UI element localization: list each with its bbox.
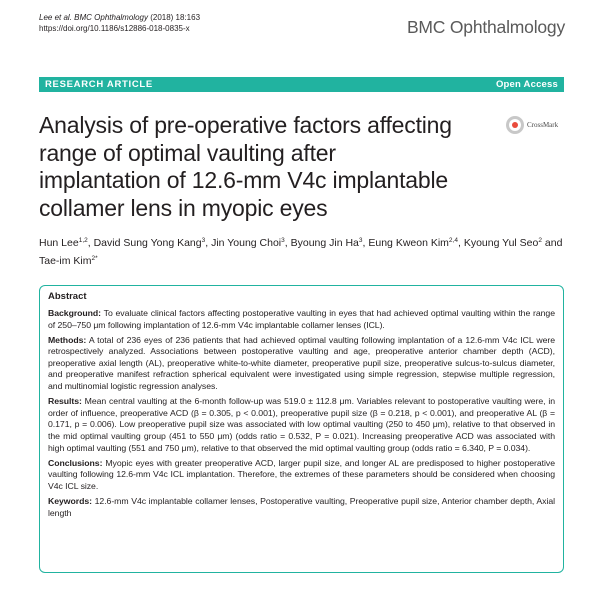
open-access-label: Open Access xyxy=(495,79,558,90)
title-line: implantation of 12.6-mm V4c implantable xyxy=(39,167,448,193)
author-separator: , xyxy=(87,237,94,249)
abstract-heading: Abstract xyxy=(48,291,87,302)
title-line: range of optimal vaulting after xyxy=(39,139,336,166)
author-name[interactable]: Eung Kweon Kim xyxy=(368,237,449,249)
author-name[interactable]: Tae-im Kim xyxy=(39,255,92,267)
section-label: Methods: xyxy=(48,334,87,345)
author-separator: , xyxy=(457,237,464,249)
journal-name: BMC Ophthalmology xyxy=(406,17,565,37)
abstract-box xyxy=(39,285,564,573)
author-affiliation: 3 xyxy=(201,237,206,244)
author-name[interactable]: Hun Lee xyxy=(39,237,79,249)
title-line: collamer lens in myopic eyes xyxy=(39,194,328,221)
author-name[interactable]: Kyoung Yul Seo xyxy=(463,237,539,249)
citation-authors: Lee et al. xyxy=(39,13,72,22)
section-text: To evaluate clinical factors affecting postoperative vaulting in eyes that had achieved optimal vaulting within the range of 250–750 μm following implantation of 12.6-mm V4c implantable collamer lenses (ICL). xyxy=(48,308,555,330)
section-label: Keywords: xyxy=(48,495,92,506)
article-banner xyxy=(39,77,564,92)
section-text: 12.6-mm V4c implantable collamer lenses, Postoperative vaulting, Preoperative pupil size, Anterior chamber depth, Axial length xyxy=(48,495,555,518)
abstract-background xyxy=(48,308,555,331)
author-name[interactable]: Jin Young Choi xyxy=(211,237,282,249)
abstract-conclusions xyxy=(48,458,555,493)
author-separator: , xyxy=(205,237,212,249)
author-affiliation: 3 xyxy=(358,237,363,244)
section-label: Conclusions: xyxy=(48,457,103,468)
section-label: Background: xyxy=(48,308,102,318)
section-text: Mean central vaulting at the 6-month follow-up was 519.0 ± 112.8 μm. Variables relevant to postoperative vaulting were, in order of influence, preoperative ACD (β = 0.305, p < 0.001), preoperative pupil size (β = 0.218, p < 0.001), and preoperative AL (β = 0.171, p = 0.006). Low preoperative pupil size was associated with low optimal vaulting (250 to 450 μm), relative to that observed in the mid optimal vaulting group (451 to 550 μm) (odds ratio = 0.532, P = 0.021). Increasing preoperative ACD was associated with high optimal vaulting (551 and 750 μm), relative to that observed the mid optimal vaulting group (odds ratio = 6.340, P = 0.034). xyxy=(48,396,555,453)
title-line: Analysis of pre-operative factors affecting xyxy=(39,112,452,138)
crossmark-button[interactable] xyxy=(506,116,558,134)
doi-link[interactable]: https://doi.org/10.1186/s12886-018-0835-x xyxy=(39,24,190,33)
author-affiliation: 3 xyxy=(281,237,285,244)
author-affiliation: 2,4 xyxy=(448,237,458,244)
citation-volume: (2018) 18:163 xyxy=(150,13,201,22)
author-list xyxy=(39,233,564,269)
abstract-methods xyxy=(48,335,555,393)
author-name[interactable]: David Sung Yong Kang xyxy=(93,237,202,249)
section-label: Results: xyxy=(48,396,82,407)
article-title xyxy=(39,112,499,222)
author-separator: , xyxy=(362,237,369,249)
citation-journal: BMC Ophthalmology xyxy=(74,13,148,22)
author-affiliation: 2* xyxy=(91,255,98,262)
citation-block xyxy=(39,12,200,34)
section-text: A total of 236 eyes of 236 patients that had achieved optimal vaulting following implantation of a 12.6-mm V4c ICL were retrospectively analyzed. Associations between postoperative vaulting and age, preoperative anterior chamber depth (ACD), preoperative axial length (AL), preoperative white-to-white diameter, preoperative pupil size, preoperative sulcus-to-sulcus diameter, and preoperative manifest refraction spherical equivalent were investigated using simple regression, stepwise multiple regression, and multinomial logistic regression analyses. xyxy=(48,334,555,392)
section-text: Myopic eyes with greater preoperative ACD, larger pupil size, and longer AL are predisposed to higher postoperative vaulting following 12.6-mm V4c ICL implantation. Therefore, the extremes of these parameters should be considered when choosing V4c ICL size. xyxy=(48,457,555,491)
article-type-label: RESEARCH ARTICLE xyxy=(45,79,153,90)
author-affiliation: 1,2 xyxy=(78,237,88,244)
abstract-results xyxy=(48,396,555,454)
abstract-keywords xyxy=(48,496,555,519)
author-affiliation: 2 xyxy=(538,237,542,244)
crossmark-label: CrossMark xyxy=(527,121,559,129)
crossmark-icon xyxy=(506,116,524,134)
author-separator: and xyxy=(541,237,563,249)
author-separator: , xyxy=(284,237,291,249)
author-name[interactable]: Byoung Jin Ha xyxy=(290,237,359,249)
citation-line xyxy=(39,12,200,23)
